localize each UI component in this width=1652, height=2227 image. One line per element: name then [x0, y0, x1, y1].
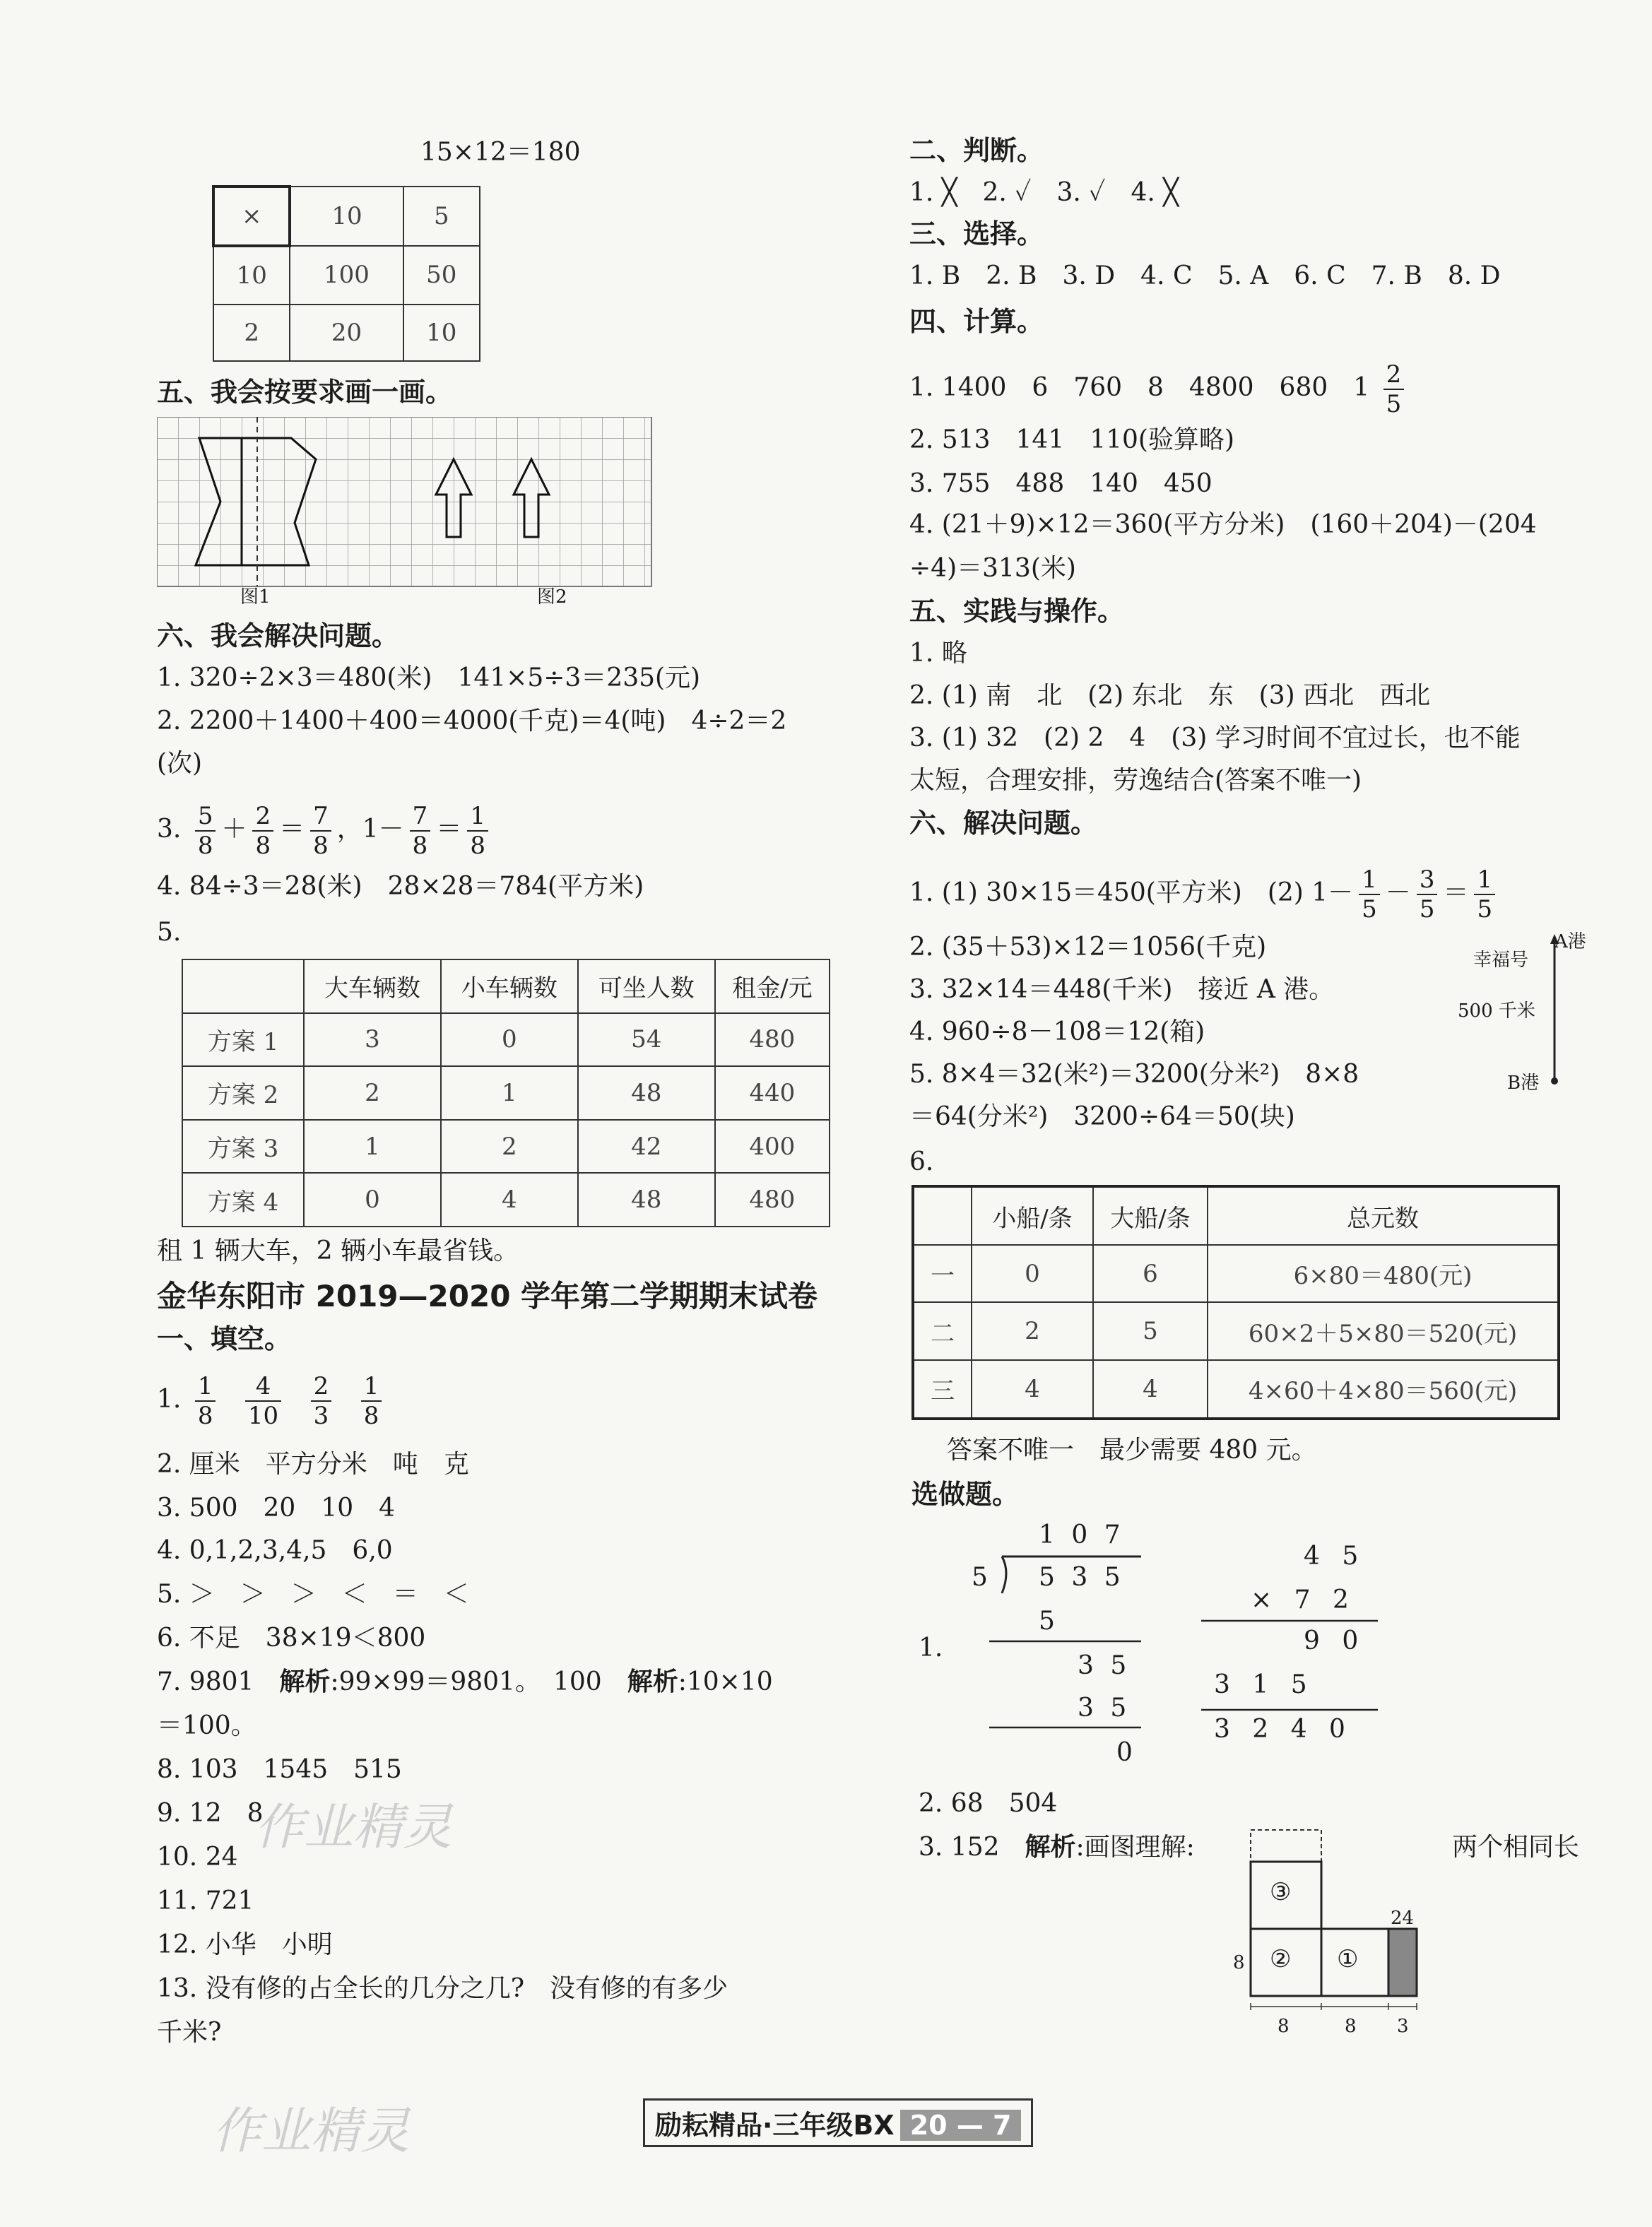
cell: 0: [441, 1013, 578, 1067]
cell: 10: [290, 187, 403, 246]
cell: 4: [1093, 1360, 1208, 1419]
denominator: 5: [1386, 390, 1402, 418]
cell: 二: [913, 1302, 972, 1359]
numerator: 1: [195, 1372, 216, 1402]
text: :99×99＝9801。 100: [330, 1667, 627, 1696]
answer-line: 10. 24: [157, 1843, 238, 1872]
eq-top: 15×12＝180: [420, 138, 581, 167]
numerator: 1: [1359, 866, 1380, 895]
denominator: 8: [313, 832, 329, 860]
cell: 3: [304, 1013, 441, 1067]
answer-line: 2. 513 141 110(验算略): [909, 425, 1235, 454]
cell: 5: [1093, 1302, 1208, 1359]
cell: 方案 1: [182, 1013, 304, 1067]
denominator: 8: [363, 1402, 379, 1430]
cell: 4: [972, 1360, 1093, 1419]
denominator: 10: [247, 1402, 279, 1430]
answer-line: 11. 721: [157, 1886, 254, 1915]
answer-line: 2. (1) 南 北 (2) 东北 东 (3) 西北 西北: [909, 681, 1431, 710]
answer-line: 太短，合理安排，劳逸结合(答案不唯一): [909, 766, 1362, 795]
answer-line: 1. B 2. B 3. D 4. C 5. A 6. C 7. B 8. D: [909, 261, 1501, 290]
cell: 2: [441, 1120, 578, 1174]
answer-line: 3. 32×14＝448(千米) 接近 A 港。: [909, 975, 1335, 1004]
header-cell: 小船/条: [972, 1186, 1093, 1245]
answer-line-fractions: [157, 1372, 387, 1430]
q3-prefix: 3.: [157, 815, 182, 844]
answer-line: 4. 84÷3＝28(米) 28×28＝784(平方米): [157, 872, 644, 901]
division-step: 5: [1039, 1607, 1055, 1636]
operator: －: [1385, 878, 1411, 907]
answer-line: 4. 0,1,2,3,4,5 6,0: [157, 1536, 393, 1565]
answer-line: 3. 500 20 10 4: [157, 1494, 396, 1523]
cell: 480: [715, 1173, 830, 1227]
cell: 440: [715, 1066, 830, 1120]
answer-line-fractions: [909, 360, 1410, 418]
text: :画图理解:: [1075, 1833, 1195, 1862]
answer-line: 1. 320÷2×3＝480(米) 141×5÷3＝235(元): [157, 663, 701, 692]
denominator: 5: [1477, 895, 1493, 923]
fraction: [1359, 866, 1380, 923]
region-label: ②: [1270, 1945, 1292, 1973]
division-lines: [989, 1551, 1148, 1735]
cell: 48: [578, 1173, 715, 1227]
answer-line: 12. 小华 小明: [157, 1930, 333, 1959]
numerator: 5: [195, 802, 216, 832]
cell: 方案 3: [182, 1120, 304, 1174]
denominator: 5: [1419, 895, 1435, 923]
fraction: [467, 802, 488, 860]
section-5-title: 五、我会按要求画一画。: [157, 377, 453, 408]
cell: 4×60＋4×80＝560(元): [1208, 1360, 1559, 1419]
practice-title: 五、实践与操作。: [909, 596, 1125, 627]
cell: 480: [715, 1013, 830, 1067]
text: 1. (1) 30×15＝450(平方米) (2) 1－: [909, 878, 1354, 907]
plan-note: 租 1 辆大车，2 辆小车最省钱。: [157, 1236, 519, 1265]
mul-operand: 4 5: [1304, 1542, 1366, 1571]
cell: 一: [913, 1245, 972, 1302]
fraction: [1383, 360, 1405, 418]
cell: 5: [403, 187, 480, 246]
fraction: [245, 1372, 281, 1430]
port-b-label: B港: [1507, 1073, 1540, 1094]
numerator: 1: [361, 1372, 382, 1402]
cell: 方案 4: [182, 1173, 304, 1227]
answer-line: 5. ＞ ＞ ＞ ＜ ＝ ＜: [157, 1580, 469, 1609]
answer-line: ＝100。: [157, 1711, 256, 1740]
header-cell: [913, 1186, 972, 1245]
dimension-label: 8: [1278, 2016, 1290, 2037]
region-label: ①: [1337, 1945, 1359, 1973]
fig2-label: 图2: [537, 586, 567, 608]
answer-line: (次): [157, 749, 203, 778]
answer-line: 5.: [157, 918, 182, 947]
answer-line-fractions: [909, 866, 1501, 923]
header-cell: 大车辆数: [304, 959, 441, 1013]
f1-prefix: 1.: [157, 1385, 182, 1414]
text: 3. 152: [919, 1833, 1025, 1862]
cell: 54: [578, 1013, 715, 1067]
header-cell: [182, 959, 304, 1013]
fraction: [252, 802, 273, 860]
mul-result: 3 2 4 0: [1214, 1715, 1352, 1744]
note-text: 两个相同长: [1452, 1833, 1580, 1862]
multiplication-table: [212, 185, 480, 362]
distance-label: 500 千米: [1458, 1000, 1535, 1022]
denominator: 8: [197, 1402, 213, 1430]
header-cell: 大船/条: [1093, 1186, 1208, 1245]
answer-line: ÷4)＝313(米): [909, 554, 1076, 583]
denominator: 8: [197, 832, 213, 860]
answer-line: 6.: [909, 1147, 934, 1176]
answer-line: 2. 2200＋1400＋400＝4000(千克)＝4(吨) 4÷2＝2: [157, 707, 787, 736]
boat-table: [911, 1185, 1560, 1420]
exam-title: 金华东阳市 2019—2020 学年第二学期期末试卷: [157, 1279, 818, 1313]
header-cell: 租金/元: [715, 959, 830, 1013]
answer-line: 1. ╳ 2. ✓ 3. ✓ 4. ╳: [909, 178, 1179, 207]
drawing-grid: [157, 417, 655, 608]
boat-label: 幸福号: [1473, 950, 1529, 971]
numerator: 3: [1417, 866, 1438, 895]
dimension-label: 8: [1233, 1952, 1245, 1973]
fill-blank-title: 一、填空。: [157, 1323, 292, 1354]
cell: 400: [715, 1120, 830, 1174]
page-footer: [643, 2098, 1033, 2147]
fraction: [1417, 866, 1438, 923]
answer-line: ＝64(分米²) 3200÷64＝50(块): [909, 1102, 1295, 1131]
footer-brand: 励耘精品·三年级BX: [655, 2110, 895, 2141]
division-quotient: 1 0 7: [1039, 1520, 1125, 1549]
numerator: 1: [467, 802, 488, 832]
answer-line: [157, 1666, 773, 1699]
cell: 2: [304, 1066, 441, 1120]
fraction: [310, 802, 331, 860]
text: 7. 9801: [157, 1667, 280, 1696]
watermark: 作业精灵: [254, 1798, 452, 1856]
answer-line: 5. 8×4＝32(米²)＝3200(分米²) 8×8: [909, 1060, 1359, 1089]
denominator: 8: [470, 832, 485, 860]
answer-line: 13. 没有修的占全长的几分之几? 没有修的有多少: [157, 1974, 728, 2003]
dimension-label: 3: [1397, 2016, 1409, 2037]
cell: 60×2＋5×80＝520(元): [1208, 1302, 1559, 1359]
choose-title: 三、选择。: [909, 218, 1044, 249]
port-a-label: A港: [1554, 931, 1586, 952]
boat-note: 答案不唯一 最少需要 480 元。: [947, 1436, 1317, 1465]
answer-line: 8. 103 1545 515: [157, 1755, 402, 1784]
cell: 1: [441, 1066, 578, 1120]
fraction: [311, 1372, 332, 1430]
cell: 100: [290, 246, 403, 304]
answer-line: 4. (21＋9)×12＝360(平方分米) (160＋204)－(204: [909, 510, 1537, 539]
calc-title: 四、计算。: [909, 306, 1044, 337]
numerator: 7: [410, 802, 431, 832]
denominator: 5: [1362, 895, 1377, 923]
analysis-label: 解析: [279, 1667, 331, 1696]
answer-line: 1. 略: [909, 639, 967, 668]
mul-partial: 3 1 5: [1214, 1670, 1314, 1699]
numerator: 2: [311, 1372, 332, 1402]
watermark: 作业精灵: [212, 2102, 410, 2160]
cell: 42: [578, 1120, 715, 1174]
answer-line: 3. (1) 32 (2) 2 4 (3) 学习时间不宜过长，也不能: [909, 723, 1521, 752]
cell: 1: [304, 1120, 441, 1174]
cell: 三: [913, 1360, 972, 1419]
fraction: [361, 1372, 382, 1430]
judge-title: 二、判断。: [909, 135, 1044, 166]
fraction: [410, 802, 431, 860]
division-step: 3 5: [1078, 1651, 1131, 1680]
cell: 0: [972, 1245, 1093, 1302]
solve-title: 六、解决问题。: [909, 808, 1098, 839]
mul-operand: × 7 2: [1251, 1585, 1356, 1614]
text: :10×10: [678, 1667, 773, 1696]
operator: ＝: [279, 815, 305, 844]
dimension-label: 8: [1345, 2016, 1357, 2037]
operator: ＝: [1443, 878, 1469, 907]
header-cell: 可坐人数: [578, 959, 715, 1013]
answer-line: 3. 755 488 140 450: [909, 469, 1213, 498]
analysis-label: 解析: [1025, 1833, 1076, 1862]
multiplication-lines: [1201, 1618, 1381, 1717]
text: 1. 1400 6 760 8 4800 680 1: [909, 373, 1370, 402]
section-6-title: 六、我会解决问题。: [157, 620, 399, 651]
denominator: 8: [255, 832, 271, 860]
denominator: 3: [313, 1402, 329, 1430]
answer-line: 9. 12 8: [157, 1799, 264, 1828]
fig1-label: 图1: [240, 586, 271, 608]
answer-line: 2. 68 504: [919, 1789, 1058, 1818]
fraction: [1474, 866, 1495, 923]
dimension-label: 24: [1391, 1908, 1415, 1929]
operator: ，1－: [336, 815, 404, 844]
answer-line: 6. 不足 38×19＜800: [157, 1624, 426, 1653]
numerator: 4: [245, 1372, 281, 1402]
numerator: 2: [252, 802, 273, 832]
cell: ×: [213, 187, 290, 246]
analysis-label: 解析: [627, 1667, 678, 1696]
denominator: 8: [412, 832, 428, 860]
optional-title: 选做题。: [911, 1479, 1020, 1510]
operator: ＋: [221, 815, 247, 844]
numerator: 1: [1474, 866, 1495, 895]
cell: 50: [403, 246, 480, 304]
mul-partial: 9 0: [1304, 1626, 1366, 1655]
numerator: 2: [1383, 360, 1405, 390]
cell: 20: [290, 305, 403, 361]
division-dividend: 5 3 5: [1039, 1563, 1125, 1592]
cell: 2: [972, 1302, 1093, 1359]
header-cell: 总元数: [1208, 1186, 1559, 1245]
cell: 2: [213, 305, 290, 361]
fraction: [195, 802, 216, 860]
answer-line: 4. 960÷8－108＝12(箱): [909, 1017, 1205, 1046]
answer-line: 2. (35＋53)×12＝1056(千克): [909, 933, 1267, 962]
region-label: ③: [1270, 1878, 1292, 1906]
answer-line: 千米?: [157, 2018, 222, 2047]
cell: 10: [213, 246, 290, 304]
answer-line-fractions: [157, 802, 494, 860]
cell: 6×80＝480(元): [1208, 1245, 1559, 1302]
division-remainder: 0: [1116, 1738, 1133, 1767]
cell: 方案 2: [182, 1066, 304, 1120]
cell: 0: [304, 1173, 441, 1227]
division-divisor: 5: [972, 1563, 988, 1592]
division-step: 3 5: [1078, 1694, 1131, 1723]
cell: 10: [403, 305, 480, 361]
answer-line: [919, 1831, 1195, 1864]
page-number: 20 — 7: [900, 2110, 1022, 2141]
fraction: [195, 1372, 216, 1430]
answer-line: 2. 厘米 平方分米 吨 克: [157, 1450, 469, 1479]
header-cell: 小车辆数: [441, 959, 578, 1013]
cell: 6: [1093, 1245, 1208, 1302]
operator: ＝: [436, 815, 462, 844]
numerator: 7: [310, 802, 331, 832]
cell: 48: [578, 1066, 715, 1120]
plan-table: [182, 959, 830, 1227]
answer-line: 1.: [919, 1634, 943, 1662]
cell: 4: [441, 1173, 578, 1227]
